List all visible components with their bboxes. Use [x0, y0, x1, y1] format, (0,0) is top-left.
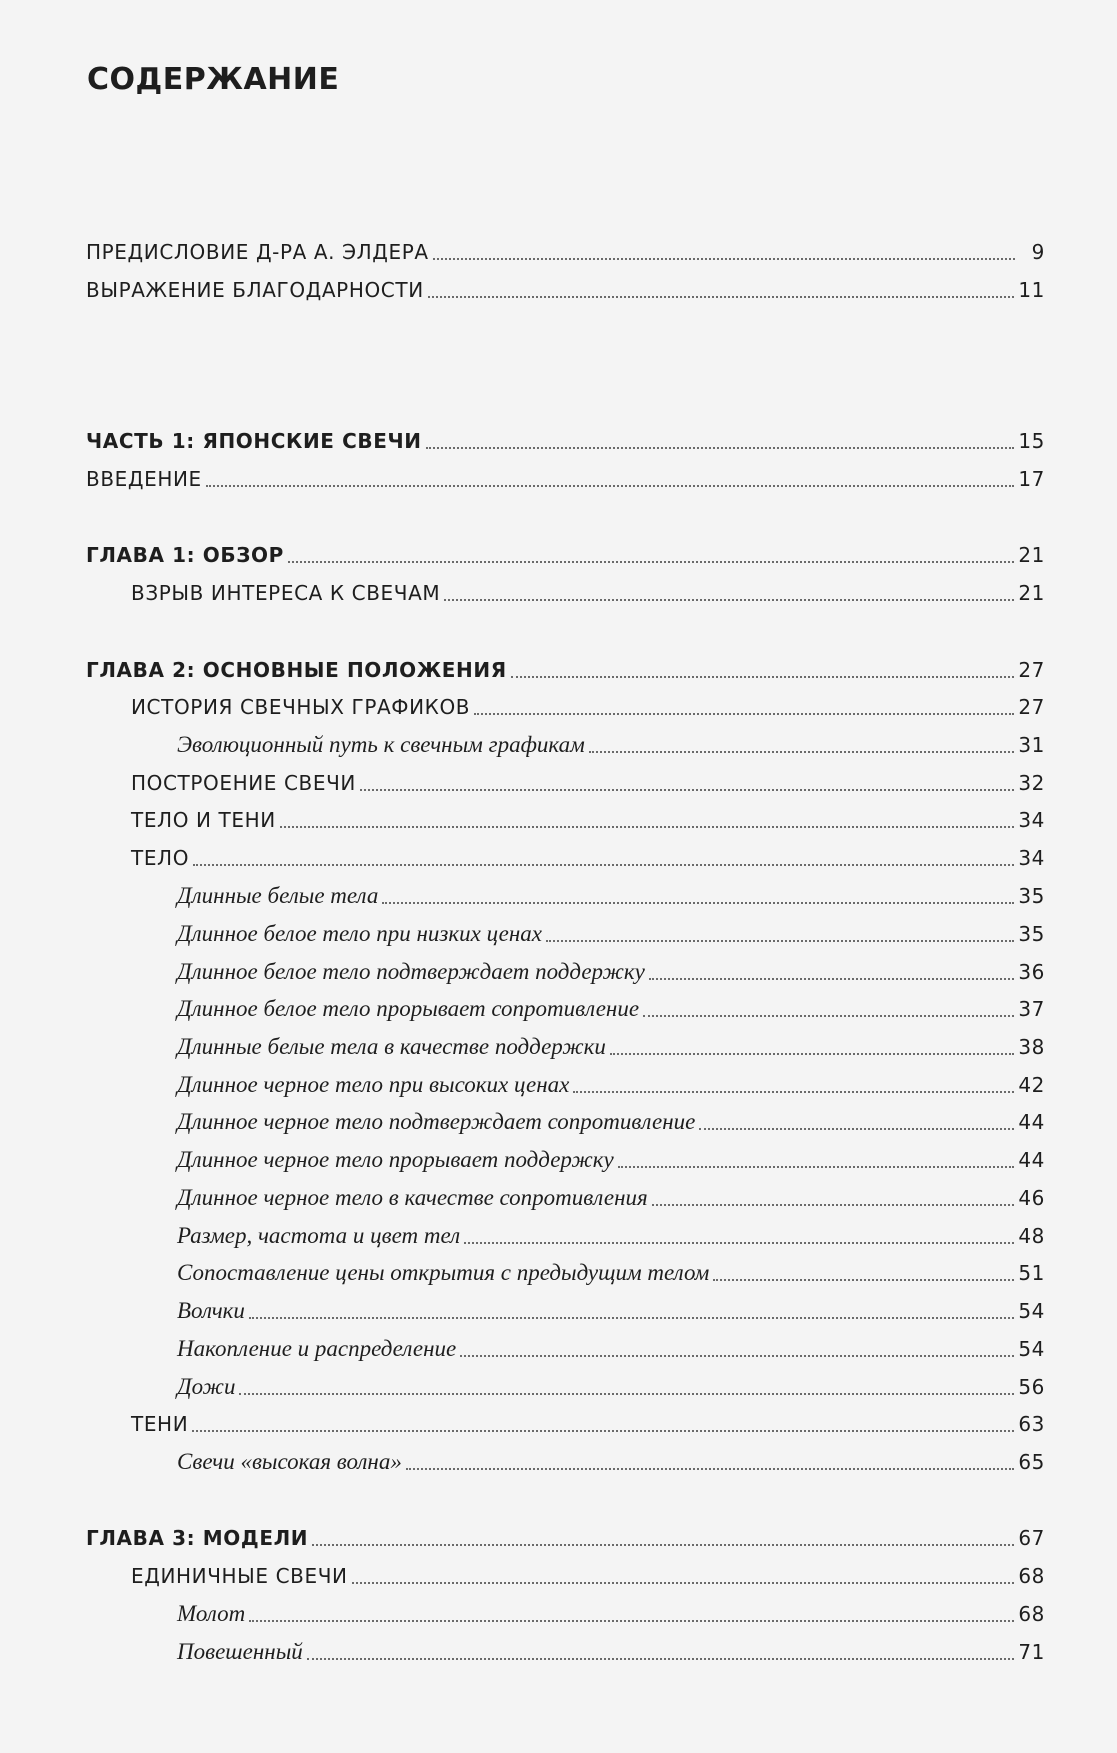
dot-leader — [511, 676, 1015, 678]
toc-entry — [131, 1410, 1045, 1438]
dot-leader — [546, 940, 1014, 942]
toc-entry — [177, 920, 1045, 948]
toc-entry-page: 65 — [1018, 1450, 1045, 1474]
toc-entry-label: ЧАСТЬ 1: ЯПОНСКИЕ СВЕЧИ — [86, 429, 422, 453]
toc-entry — [177, 1600, 1045, 1628]
toc-entry-page: 35 — [1018, 884, 1045, 908]
toc-entry — [177, 1222, 1045, 1250]
toc-entry — [177, 731, 1045, 759]
toc-entry-label: ИСТОРИЯ СВЕЧНЫХ ГРАФИКОВ — [131, 695, 471, 719]
dot-leader — [249, 1620, 1014, 1622]
dot-leader — [444, 599, 1014, 601]
toc-entry — [177, 1259, 1045, 1287]
dot-leader — [699, 1128, 1014, 1130]
page-title: СОДЕРЖАНИЕ — [87, 62, 340, 97]
dot-leader — [460, 1355, 1014, 1357]
toc-entry-page: 48 — [1018, 1224, 1045, 1248]
toc-entry — [177, 1373, 1045, 1401]
dot-leader — [428, 296, 1015, 298]
toc-entry-page: 42 — [1018, 1073, 1045, 1097]
toc-entry-label: ВВЕДЕНИЕ — [86, 467, 202, 491]
toc-entry-label: ТЕНИ — [131, 1412, 189, 1436]
toc-entry-label: ГЛАВА 2: ОСНОВНЫЕ ПОЛОЖЕНИЯ — [86, 658, 507, 682]
toc-entry-page: 44 — [1018, 1148, 1045, 1172]
toc-entry-label: ГЛАВА 3: МОДЕЛИ — [86, 1526, 309, 1550]
toc-entry-label: Длинное черное тело прорывает поддержку — [177, 1147, 614, 1172]
dot-leader — [426, 447, 1015, 449]
dot-leader — [649, 978, 1015, 980]
dot-leader — [382, 902, 1014, 904]
toc-entry — [131, 844, 1045, 872]
toc-entry — [177, 995, 1045, 1023]
dot-leader — [433, 258, 1015, 260]
dot-leader — [713, 1279, 1014, 1281]
dot-leader — [239, 1393, 1014, 1395]
toc-entry — [131, 1562, 1045, 1590]
toc-entry-label: ВЫРАЖЕНИЕ БЛАГОДАРНОСТИ — [86, 278, 424, 302]
toc-entry-label: ПРЕДИСЛОВИЕ Д-РА А. ЭЛДЕРА — [86, 240, 429, 264]
toc-entry-page: 34 — [1018, 846, 1045, 870]
dot-leader — [288, 561, 1014, 563]
dot-leader — [280, 826, 1015, 828]
toc-entry — [177, 1108, 1045, 1136]
toc-entry-label: ГЛАВА 1: ОБЗОР — [86, 543, 284, 567]
toc-entry-label: ЕДИНИЧНЫЕ СВЕЧИ — [131, 1564, 348, 1588]
toc-entry-label: Накопление и распределение — [177, 1336, 457, 1361]
dot-leader — [643, 1015, 1014, 1017]
dot-leader — [618, 1166, 1015, 1168]
dot-leader — [610, 1053, 1014, 1055]
toc-entry — [131, 769, 1045, 797]
dot-leader — [474, 713, 1014, 715]
dot-leader — [312, 1544, 1014, 1546]
toc-entry-page: 44 — [1018, 1110, 1045, 1134]
toc-entry — [177, 958, 1045, 986]
toc-entry — [86, 276, 1045, 304]
toc-entry-page: 27 — [1018, 695, 1045, 719]
toc-entry — [177, 1297, 1045, 1325]
toc-entry — [131, 693, 1045, 721]
toc-entry-page: 35 — [1018, 922, 1045, 946]
dot-leader — [360, 789, 1014, 791]
toc-entry-page: 71 — [1018, 1640, 1045, 1664]
toc-entry-label: Длинные белые тела — [177, 883, 379, 908]
toc-entry — [177, 1071, 1045, 1099]
toc-entry-label: Длинное черное тело подтверждает сопротивление — [177, 1109, 696, 1134]
toc-entry-label: Размер, частота и цвет тел — [177, 1223, 461, 1248]
toc-entry-page: 37 — [1018, 997, 1045, 1021]
toc-entry — [177, 1146, 1045, 1174]
toc-entry — [86, 1524, 1045, 1552]
toc-entry-page: 34 — [1018, 808, 1045, 832]
toc-entry — [177, 1335, 1045, 1363]
dot-leader — [573, 1091, 1014, 1093]
toc-entry-label: Длинное белое тело подтверждает поддержку — [177, 959, 645, 984]
toc-entry — [177, 1638, 1045, 1666]
toc-entry — [86, 541, 1045, 569]
toc-entry-page: 27 — [1018, 658, 1045, 682]
dot-leader — [249, 1317, 1014, 1319]
toc-entry-label: Молот — [177, 1601, 246, 1626]
dot-leader — [352, 1582, 1015, 1584]
toc-entry-page: 68 — [1018, 1564, 1045, 1588]
toc-entry — [131, 579, 1045, 607]
toc-entry-page: 51 — [1018, 1261, 1045, 1285]
toc-entry-page: 54 — [1018, 1299, 1045, 1323]
toc-entry-label: ТЕЛО — [131, 846, 190, 870]
toc-entry-label: Свечи «высокая волна» — [177, 1449, 402, 1474]
toc-entry-label: ПОСТРОЕНИЕ СВЕЧИ — [131, 771, 356, 795]
toc-entry-page: 54 — [1018, 1337, 1045, 1361]
toc-entry-label: Длинное черное тело в качестве сопротивления — [177, 1185, 648, 1210]
toc-entry-page: 21 — [1018, 543, 1045, 567]
toc-entry-page: 21 — [1018, 581, 1045, 605]
dot-leader — [652, 1204, 1015, 1206]
toc-entry — [177, 882, 1045, 910]
toc-entry-page: 36 — [1018, 960, 1045, 984]
toc-entry-label: Волчки — [177, 1298, 245, 1323]
toc-entry — [177, 1448, 1045, 1476]
toc-entry — [86, 465, 1045, 493]
toc-entry-page: 32 — [1018, 771, 1045, 795]
toc-entry-page: 68 — [1018, 1602, 1045, 1626]
toc-entry-page: 11 — [1018, 278, 1045, 302]
toc-entry-label: Сопоставление цены открытия с предыдущим телом — [177, 1260, 710, 1285]
toc-entry-page: 31 — [1018, 733, 1045, 757]
toc-entry-label: ВЗРЫВ ИНТЕРЕСА К СВЕЧАМ — [131, 581, 441, 605]
toc-entry-page: 38 — [1018, 1035, 1045, 1059]
toc-entry-label: Повешенный — [177, 1639, 303, 1664]
toc-entry-page: 9 — [1031, 240, 1045, 264]
toc-entry-page: 17 — [1018, 467, 1045, 491]
toc-entry-label: ТЕЛО И ТЕНИ — [131, 808, 276, 832]
toc-entry-label: Длинное белое тело прорывает сопротивление — [177, 996, 640, 1021]
toc-entry-label: Дожи — [177, 1374, 236, 1399]
toc-entry — [86, 656, 1045, 684]
toc-entry — [86, 238, 1045, 266]
dot-leader — [589, 751, 1015, 753]
toc-entry-label: Эволюционный путь к свечным графикам — [177, 732, 585, 757]
toc-entry-page: 46 — [1018, 1186, 1045, 1210]
toc-entry-label: Длинное черное тело при высоких ценах — [177, 1072, 570, 1097]
toc-entry-label: Длинные белые тела в качестве поддержки — [177, 1034, 606, 1059]
dot-leader — [193, 864, 1014, 866]
toc-entry — [177, 1033, 1045, 1061]
toc-entry-page: 56 — [1018, 1375, 1045, 1399]
toc-entry-page: 67 — [1018, 1526, 1045, 1550]
toc-entry — [131, 806, 1045, 834]
toc-entry — [86, 427, 1045, 455]
dot-leader — [192, 1430, 1014, 1432]
toc-entry-page: 63 — [1018, 1412, 1045, 1436]
dot-leader — [307, 1658, 1015, 1660]
dot-leader — [406, 1468, 1015, 1470]
toc-entry — [177, 1184, 1045, 1212]
toc-entry-page: 15 — [1018, 429, 1045, 453]
toc-entry-label: Длинное белое тело при низких ценах — [177, 921, 542, 946]
dot-leader — [464, 1242, 1014, 1244]
dot-leader — [206, 485, 1015, 487]
